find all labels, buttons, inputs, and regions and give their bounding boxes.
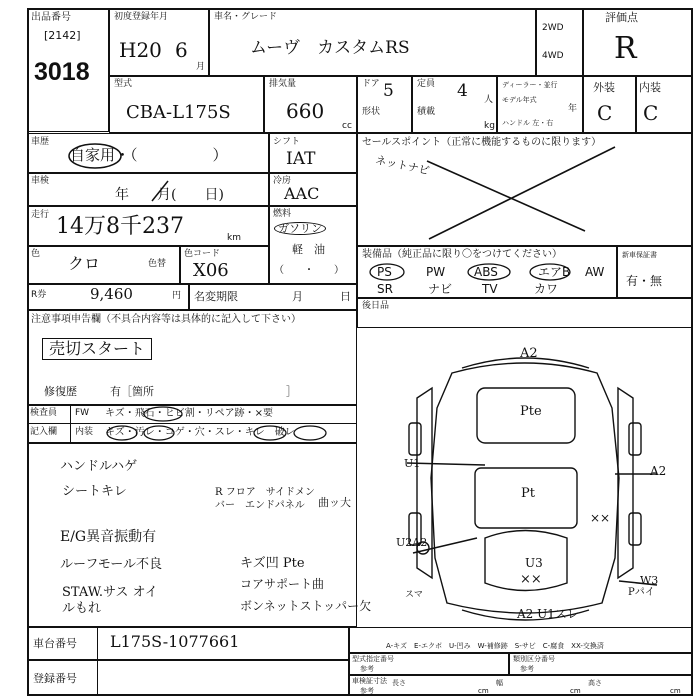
repair-label: 修復歴 xyxy=(44,385,77,398)
vin-label: 車台番号 xyxy=(33,637,77,650)
equip-ps: PS xyxy=(377,265,392,279)
fuel-label: 燃料 xyxy=(273,209,292,219)
type-label: 型式 xyxy=(114,79,133,89)
displacement-label: 排気量 xyxy=(269,79,297,89)
note-line-2: シートキレ xyxy=(62,484,127,499)
category-ref: 参考 xyxy=(520,665,534,673)
fuel-diesel: 軽 油 xyxy=(292,243,325,256)
post-date-label: 後日品 xyxy=(362,301,390,311)
equip-aw: AW xyxy=(585,265,605,279)
mark-pine: Pパイ xyxy=(628,587,655,598)
drive-box xyxy=(536,8,583,76)
equip-sr: SR xyxy=(377,282,393,296)
type-value: CBA-L175S xyxy=(126,102,231,123)
grade-divider xyxy=(635,76,637,133)
note-line-6: ルーフモール不良 xyxy=(60,557,163,572)
note-line-5: E/G異音振動有 xyxy=(60,529,157,545)
reg-era: H20 xyxy=(119,38,162,62)
interior-grade: C xyxy=(643,101,659,125)
new-car-label: 新車保証書 xyxy=(622,251,657,259)
equip-tv: TV xyxy=(482,282,498,296)
inspection-label: 車検 xyxy=(31,176,50,186)
lot-bracket: [2142] xyxy=(44,29,81,42)
inspector-row1: キズ・飛石・ヒビ割・リペア跡・×要 xyxy=(105,408,273,419)
sales-point-note: ネットナビ xyxy=(374,153,431,178)
equip-abs: ABS xyxy=(474,265,498,279)
exterior-label: 外装 xyxy=(593,81,615,94)
note-line-9: STAW.サス オイルもれ xyxy=(62,585,158,616)
mark-left-u2: U2A2 xyxy=(396,536,428,549)
note-line-4: 曲ッ大 xyxy=(318,496,351,509)
notes-stamp: 売切スタート xyxy=(42,338,152,360)
drive-2wd: 2WD xyxy=(542,23,564,33)
reg-month: 6 xyxy=(175,38,188,62)
reg-label: 登録番号 xyxy=(33,672,77,685)
mark-u3: U3 xyxy=(525,556,543,570)
displacement-value: 660 xyxy=(286,99,325,123)
ac-value: AAC xyxy=(284,184,320,203)
note-line-3: R フロア サイドメンバー エンドパネル xyxy=(215,487,315,511)
mark-roof-pte: Pte xyxy=(520,404,542,419)
expiry-label: 名変期限 xyxy=(194,290,238,303)
kg-unit: kg xyxy=(484,121,495,131)
mark-xx-rear: ×× xyxy=(520,572,542,587)
doors-label: ドア xyxy=(362,79,380,89)
note-line-8: コアサポート曲 xyxy=(240,577,325,591)
model-grade: ムーヴ カスタムRS xyxy=(250,38,410,58)
inspector-fw: FW xyxy=(75,408,90,418)
notes-label: 注意事項申告欄（不具合内容等は具体的に記入して下さい） xyxy=(31,314,301,325)
lot-label: 出品番号 xyxy=(31,12,71,23)
dims-label: 車検証寸法 xyxy=(352,677,387,685)
mark-rear-a2: A2 U1スレ xyxy=(517,607,579,621)
km-unit: km xyxy=(227,233,241,243)
dims-ref: 参考 xyxy=(360,687,374,695)
width-label: 幅 xyxy=(496,679,503,687)
mark-front-a2: A2 xyxy=(520,346,538,361)
height-cm: cm xyxy=(670,687,681,695)
color-value: クロ xyxy=(68,254,101,273)
shape-label: 形状 xyxy=(362,107,381,117)
inspector-circles xyxy=(27,405,357,443)
capacity-value: 4 xyxy=(457,81,468,101)
damage-legend: A-キズ E-エクボ U-凹み W-補修跡 S-サビ C-腐食 XX-交換済 xyxy=(386,642,604,650)
expiry-month: 月 xyxy=(292,290,303,303)
exterior-grade: C xyxy=(597,101,613,125)
model-grade-label: 車名・グレード xyxy=(214,12,278,22)
post-date-box xyxy=(357,298,693,328)
dealer-label: ディーラー・並行 xyxy=(502,81,558,89)
load-label: 積載 xyxy=(417,107,436,117)
year-unit: 年 xyxy=(568,104,578,114)
score-value: R xyxy=(614,31,637,66)
expiry-day: 日 xyxy=(340,290,351,303)
model-year-label: モデル年式 xyxy=(502,96,537,104)
mark-body-pte: Pt xyxy=(521,486,535,501)
warranty-value: 有・無 xyxy=(626,274,663,288)
yen-unit: 円 xyxy=(172,291,182,301)
recycle-label: R券 xyxy=(31,290,47,300)
mark-mirror: スマ xyxy=(405,590,423,600)
equip-pw: PW xyxy=(426,265,446,279)
history-label: 車歴 xyxy=(31,137,50,147)
mileage-value: 14万8千237 xyxy=(56,214,184,239)
history-circle xyxy=(68,142,122,170)
equip-leather: カワ xyxy=(534,282,559,296)
fuel-other: （ ・ ） xyxy=(274,265,344,276)
cc-unit: cc xyxy=(342,121,352,131)
inspector-label: 検査員 xyxy=(30,408,58,418)
first-reg-label: 初度登録年月 xyxy=(114,12,169,22)
color-label: 色 xyxy=(31,249,41,259)
equip-airbag: エアB xyxy=(538,265,571,279)
height-label: 高さ xyxy=(588,679,602,687)
mark-xx-side: ×× xyxy=(590,511,611,525)
color-code-label: 色コード xyxy=(184,249,221,259)
color-swap-label: 色替 xyxy=(148,259,167,269)
sales-point-cross xyxy=(357,133,693,246)
history-value: 自家用・（ ） xyxy=(70,146,228,164)
type-spec-label: 型式指定番号 xyxy=(352,655,394,663)
interior-label: 内装 xyxy=(639,81,661,94)
interior-tag: 内装 xyxy=(75,427,94,437)
mark-left-u1: U1 xyxy=(404,457,421,470)
handle-label: ハンドル 左・右 xyxy=(502,119,554,127)
inspector-row2: キズ・汚レ・コゲ・穴・スレ・キレ 破レ xyxy=(105,427,295,438)
drive-4wd: 4WD xyxy=(542,51,564,61)
inspection-strike xyxy=(150,179,170,203)
mileage-label: 走行 xyxy=(31,210,50,220)
recycle-value: 9,460 xyxy=(90,285,133,303)
equipment-label: 装備品（純正品に限り〇をつけてください） xyxy=(362,249,562,260)
type-spec-ref: 参考 xyxy=(360,665,374,673)
ac-label: 冷房 xyxy=(273,176,292,186)
mark-right-a2: A2 xyxy=(650,464,667,478)
vin-value: L175S-1077661 xyxy=(110,632,240,651)
shift-value: IAT xyxy=(286,149,316,169)
note-line-7: キズ凹 Pte xyxy=(240,556,305,571)
length-label: 長さ xyxy=(392,679,406,687)
equip-navi: ナビ xyxy=(428,282,453,296)
note-line-1: ハンドルハゲ xyxy=(60,459,138,474)
lot-number: 3018 xyxy=(34,58,90,86)
sales-point-label: セールスポイント（正常に機能するものに限ります） xyxy=(362,137,602,148)
fuel-gas: ガソリン xyxy=(274,222,326,235)
month-unit: 月 xyxy=(196,62,206,72)
length-cm: cm xyxy=(478,687,489,695)
shift-label: シフト xyxy=(273,137,301,147)
note-line-10: ボンネットストッパー欠 xyxy=(240,599,372,613)
category-label: 類別区分番号 xyxy=(513,655,555,663)
inspection-value: 年 月( 日) xyxy=(115,187,224,203)
score-box xyxy=(583,8,693,76)
equipment-circles xyxy=(357,246,617,298)
mark-w3: W3 xyxy=(640,574,659,587)
doors-value: 5 xyxy=(383,81,394,101)
score-label: 評価点 xyxy=(605,11,638,24)
color-code-value: X06 xyxy=(193,260,229,281)
recorder-label: 記入欄 xyxy=(30,427,58,437)
width-cm: cm xyxy=(570,687,581,695)
capacity-label: 定員 xyxy=(417,79,436,89)
capacity-unit: 人 xyxy=(484,95,494,105)
repair-value: 有［箇所 ］ xyxy=(110,385,297,398)
